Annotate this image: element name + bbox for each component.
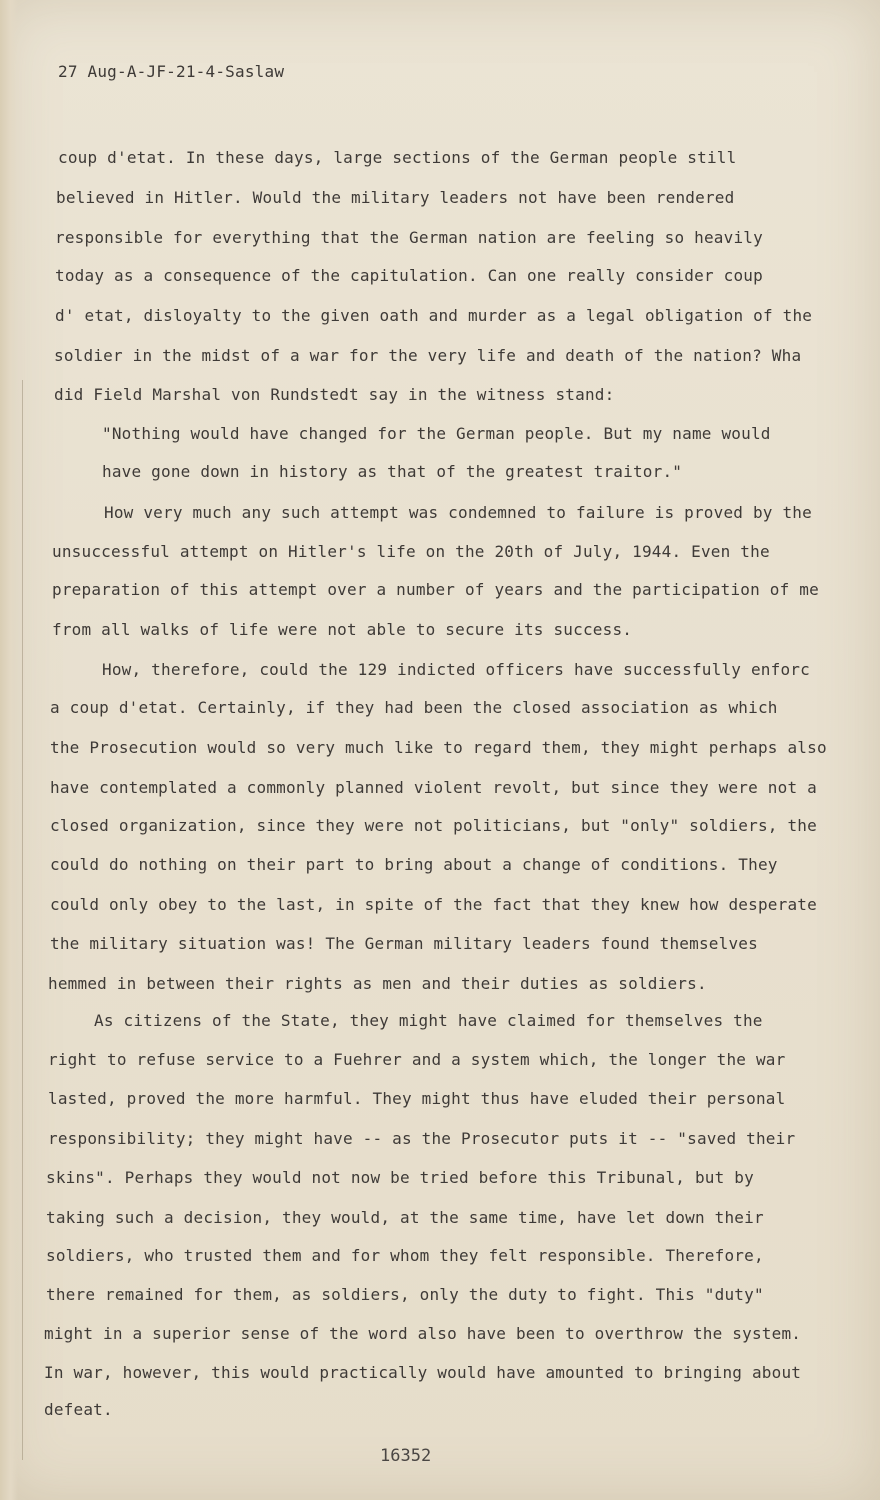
text-line: from all walks of life were not able to secure its success. <box>52 620 633 639</box>
text-line: right to refuse service to a Fuehrer and a system which, the longer the war <box>48 1050 786 1069</box>
text-line: preparation of this attempt over a number of years and the participation of me <box>52 580 819 599</box>
document-reference: 27 Aug-A-JF-21-4-Saslaw <box>58 62 285 81</box>
text-line: might in a superior sense of the word also have been to overthrow the system. <box>44 1324 802 1343</box>
text-line: responsibility; they might have -- as the Prosecutor puts it -- "saved their <box>48 1129 796 1148</box>
page-fold-line <box>22 380 23 1460</box>
text-line: soldier in the midst of a war for the very life and death of the nation? Wha <box>54 346 802 365</box>
text-line: there remained for them, as soldiers, only the duty to fight. This "duty" <box>46 1285 764 1304</box>
text-line: lasted, proved the more harmful. They might thus have eluded their personal <box>48 1089 786 1108</box>
text-line: believed in Hitler. Would the military leaders not have been rendered <box>56 188 735 207</box>
text-line: the military situation was! The German military leaders found themselves <box>50 934 758 953</box>
paragraph-start-line: As citizens of the State, they might have claimed for themselves the <box>94 1011 763 1030</box>
text-line: today as a consequence of the capitulation. Can one really consider coup <box>55 266 763 285</box>
text-line: closed organization, since they were not politicians, but "only" soldiers, the <box>50 816 817 835</box>
text-line: a coup d'etat. Certainly, if they had been the closed association as which <box>50 698 778 717</box>
text-line: the Prosecution would so very much like to regard them, they might perhaps also <box>50 738 827 757</box>
text-line: taking such a decision, they would, at the same time, have let down their <box>46 1208 764 1227</box>
page-number: 16352 <box>380 1446 432 1466</box>
text-line: could do nothing on their part to bring about a change of conditions. They <box>50 855 778 874</box>
paragraph-start-line: How, therefore, could the 129 indicted officers have successfully enforc <box>102 660 810 679</box>
text-line: soldiers, who trusted them and for whom they felt responsible. Therefore, <box>46 1246 764 1265</box>
page-left-edge <box>0 0 18 1500</box>
text-line: unsuccessful attempt on Hitler's life on the 20th of July, 1944. Even the <box>52 542 770 561</box>
text-line: In war, however, this would practically would have amounted to bringing about <box>44 1363 802 1382</box>
quote-line: "Nothing would have changed for the German people. But my name would <box>102 424 771 443</box>
text-line: could only obey to the last, in spite of the fact that they knew how desperate <box>50 895 817 914</box>
text-line: responsible for everything that the German nation are feeling so heavily <box>55 228 763 247</box>
text-line: have contemplated a commonly planned violent revolt, but since they were not a <box>50 778 817 797</box>
text-line: d' etat, disloyalty to the given oath and murder as a legal obligation of the <box>55 306 813 325</box>
text-line: hemmed in between their rights as men and their duties as soldiers. <box>48 974 707 993</box>
text-line: defeat. <box>44 1400 113 1419</box>
quote-line: have gone down in history as that of the greatest traitor." <box>102 462 683 481</box>
text-line: coup d'etat. In these days, large sections of the German people still <box>58 148 737 167</box>
text-line: did Field Marshal von Rundstedt say in the witness stand: <box>54 385 615 404</box>
text-line: skins". Perhaps they would not now be tried before this Tribunal, but by <box>46 1168 754 1187</box>
paragraph-start-line: How very much any such attempt was condemned to failure is proved by the <box>104 503 812 522</box>
